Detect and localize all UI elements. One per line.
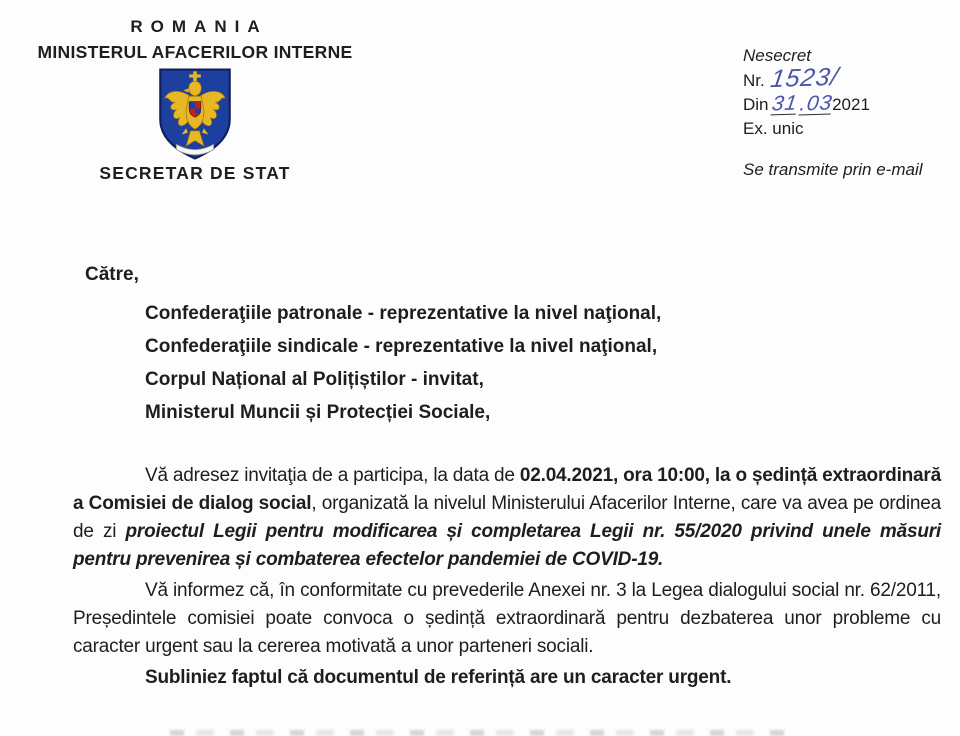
paragraph [73,462,941,574]
classification-label: Nesecret [743,46,812,65]
date-year: 2021 [832,95,870,114]
handwritten-month: .03 [798,91,834,116]
country-title: ROMANIA [130,17,268,36]
cutoff-line-artifact [170,730,790,736]
recipient-item: Corpul Național al Polițiștilor - invitat, [145,369,484,390]
text-run: Subliniez faptul că documentul de referință are un caracter urgent. [145,667,732,688]
recipient-item: Confederaţiile sindicale - reprezentative la nivel naţional, [145,336,658,357]
registry-number-line [743,62,923,94]
salutation: Către, [85,264,139,285]
recipients-section [85,264,661,429]
copy-label: Ex. unic [743,119,804,138]
ministry-title: MINISTERUL AFACERILOR INTERNE [37,42,353,62]
text-run: Vă adresez invitaţia de a participa, la data de [145,465,520,486]
text-run: 02.04.2021, ora 10:00, la o ședință extraordinară a Comisiei de dialog social [73,465,941,514]
transmission-note: Se transmite prin e-mail [743,160,923,179]
office-title: SECRETAR DE STAT [99,163,291,183]
paragraph [73,664,941,692]
text-run: , organizată la nivelul Ministerului Afacerilor Interne, care va avea pe ordinea de zi [73,493,942,542]
coat-of-arms-icon [28,66,362,162]
handwritten-number: 1523/ [768,62,841,94]
text-run: proiectul Legii pentru modificarea și completarea Legii nr. 55/2020 privind unele măsuri pentru prevenirea și combaterea efectelor pandemiei de COVID-19. [73,521,942,570]
recipient-item: Ministerul Muncii și Protecției Sociale, [145,402,491,423]
text-run: Vă informez că, în conformitate cu prevederile Anexei nr. 3 la Legea dialogului social nr. 62/2011, Președintele comisiei poate convoca o ședință extraordinară pentru dezbaterea unor probleme cu caracter urgent sau la cererea motivată a unor parteneri sociali. [73,580,941,657]
recipient-item: Confederaţiile patronale - reprezentative la nivel naţional, [145,303,662,324]
registry-date-line [743,93,923,117]
date-label: Din [743,95,769,114]
letterhead [28,17,362,184]
paragraph [73,577,941,661]
handwritten-day: 31 [769,91,799,116]
body-paragraphs [73,462,941,695]
recipient-list [145,297,661,429]
registry-block [743,44,923,182]
number-label: Nr. [743,71,765,90]
